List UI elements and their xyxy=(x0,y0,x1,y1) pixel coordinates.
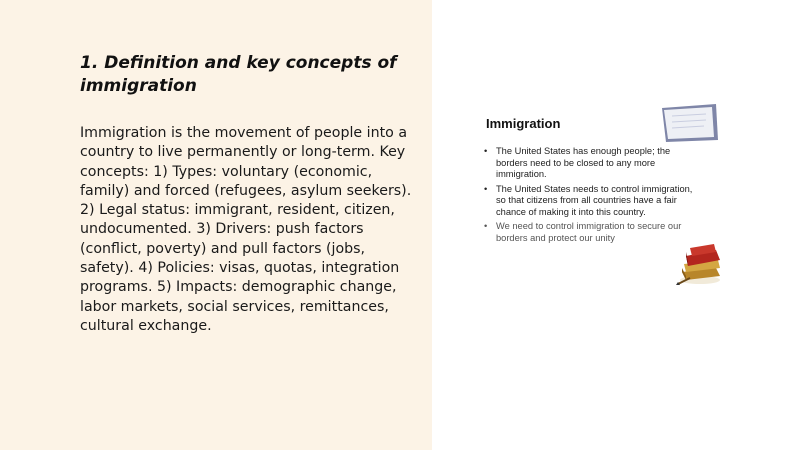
embedded-bullet-list xyxy=(484,146,704,247)
bullet-dot: • xyxy=(484,221,488,231)
embedded-bullet-text: The United States needs to control immigration, so that citizens from all countries have a fair chance of making it into this country. xyxy=(496,183,693,217)
slide-title: 1. Definition and key concepts of immigration xyxy=(80,53,397,96)
embedded-slide-image xyxy=(478,100,728,290)
paper-sheet-icon xyxy=(658,102,720,144)
book-stack-icon xyxy=(676,238,726,286)
embedded-bullet-text: The United States has enough people; the borders need to be closed to any more immigration. xyxy=(496,146,671,179)
embedded-slide-title: Immigration xyxy=(486,116,561,131)
embedded-bullet-item xyxy=(484,146,704,181)
bullet-dot: • xyxy=(484,146,488,156)
bullet-dot: • xyxy=(484,183,488,194)
embedded-bullet-text: We need to control immigration to secure our borders and protect our unity xyxy=(496,221,682,243)
slide-body-text: Immigration is the movement of people into a country to live permanently or long-term. Key concepts: 1) Types: voluntary (economic, family) and forced (refugees, asylum seekers). 2) Legal status: immigrant, resident, citizen, undocumented. 3) Drivers: push factors (conflict, poverty) and pull factors (jobs, safety). 4) Policies: visas, quotas, integration programs. 5) Impacts: demographic change, labor markets, social services, remittances, cultural exchange. xyxy=(80,125,412,334)
embedded-bullet-item xyxy=(484,221,704,244)
embedded-bullet-item xyxy=(484,184,704,219)
